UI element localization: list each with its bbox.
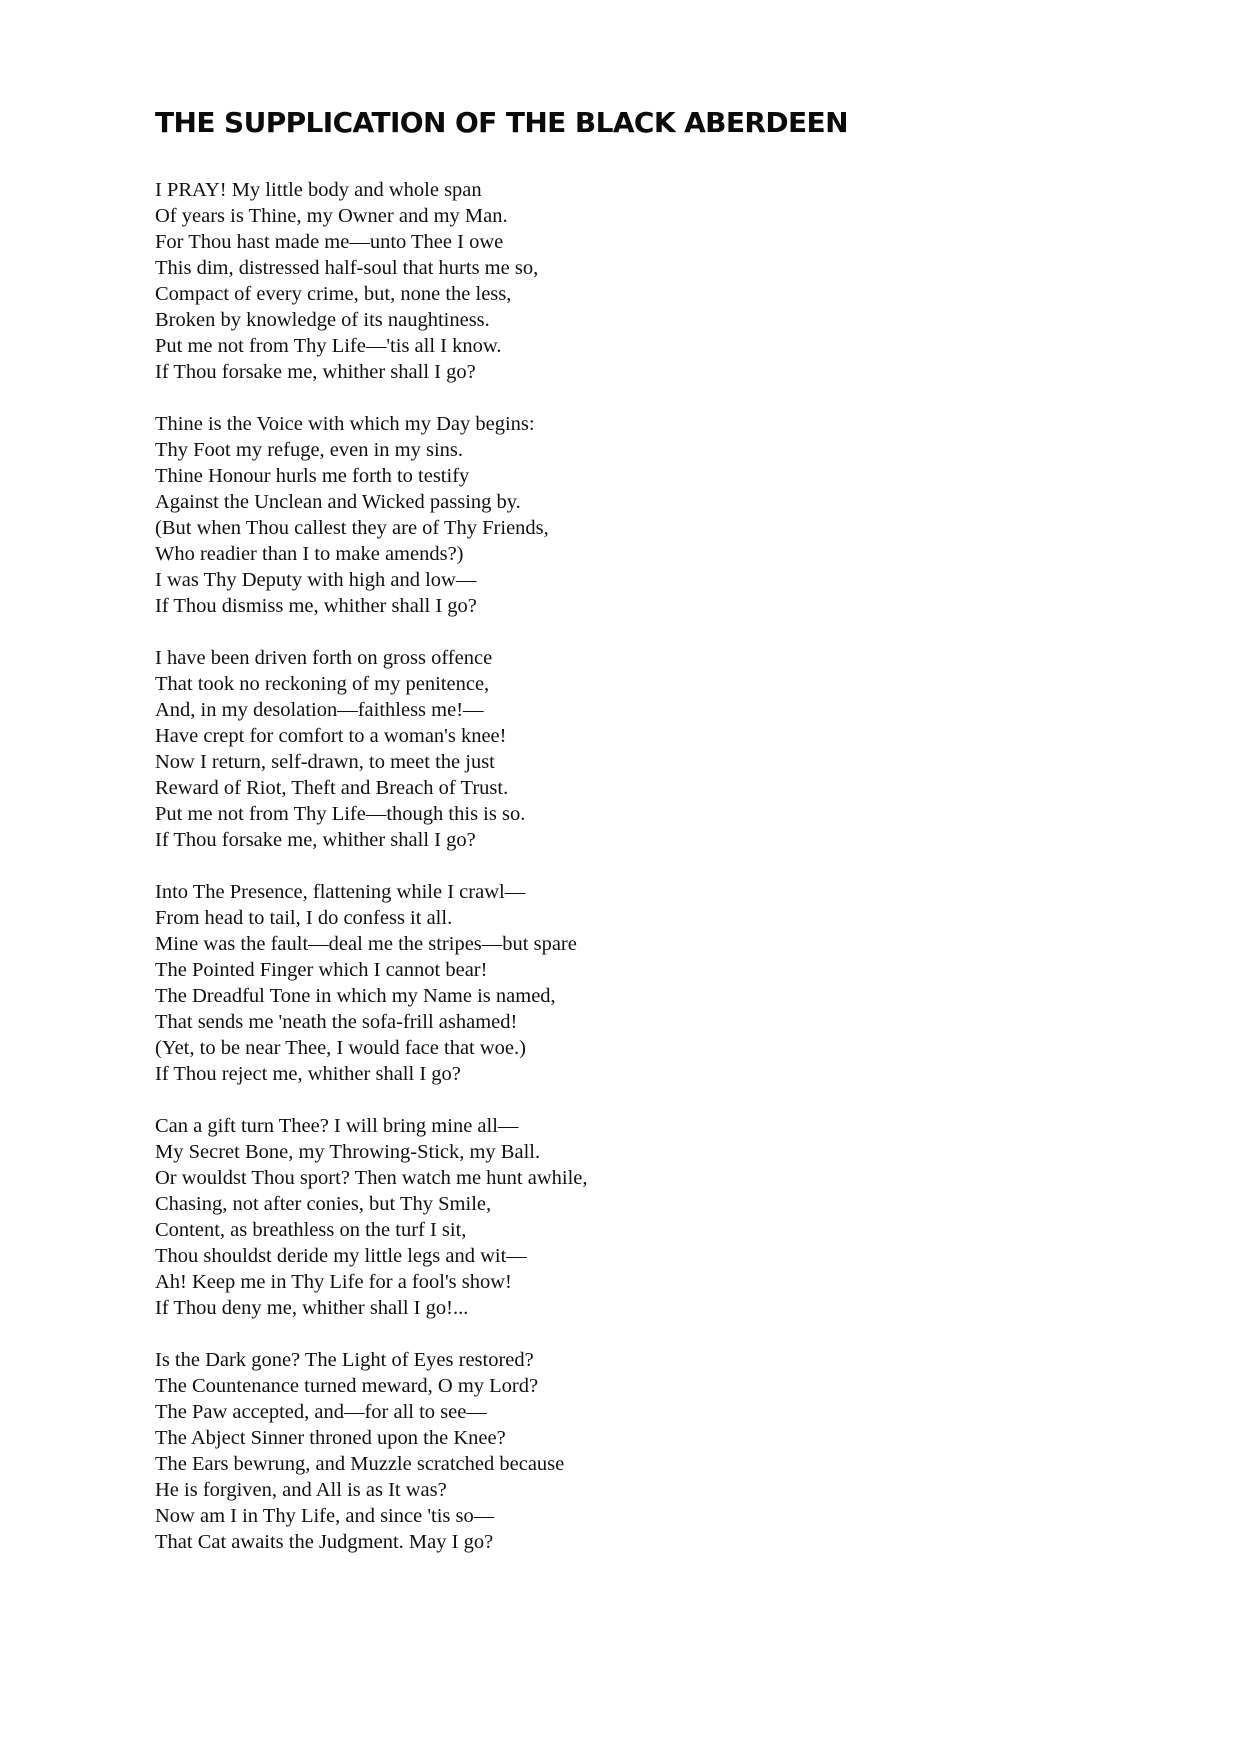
poem-line: Thine Honour hurls me forth to testify (155, 465, 470, 487)
poem-line: Mine was the fault—deal me the stripes—but spare (155, 933, 577, 955)
poem-line: Broken by knowledge of its naughtiness. (155, 309, 490, 331)
poem-line: Ah! Keep me in Thy Life for a fool's show! (155, 1271, 512, 1293)
poem-line: I was Thy Deputy with high and low— (155, 569, 477, 591)
poem-line: That sends me 'neath the sofa-frill ashamed! (155, 1011, 518, 1033)
poem-line: The Countenance turned meward, O my Lord? (155, 1375, 539, 1397)
poem-line: Now I return, self-drawn, to meet the just (155, 751, 495, 773)
poem-line: (Yet, to be near Thee, I would face that woe.) (155, 1037, 526, 1059)
poem-line: He is forgiven, and All is as It was? (155, 1479, 447, 1501)
poem-line: Thou shouldst deride my little legs and wit— (155, 1245, 527, 1267)
poem-line: Thy Foot my refuge, even in my sins. (155, 439, 464, 461)
poem-line: I have been driven forth on gross offence (155, 647, 493, 669)
stanza-1 (155, 177, 1055, 385)
poem-line: If Thou forsake me, whither shall I go? (155, 829, 476, 851)
stanza-4 (155, 879, 1055, 1087)
poem-line: Who readier than I to make amends?) (155, 543, 464, 565)
poem-line: If Thou forsake me, whither shall I go? (155, 361, 476, 383)
poem-line: Put me not from Thy Life—though this is so. (155, 803, 526, 825)
poem-line: If Thou deny me, whither shall I go!... (155, 1297, 469, 1319)
poem-line: The Ears bewrung, and Muzzle scratched because (155, 1453, 565, 1475)
poem-line: Now am I in Thy Life, and since 'tis so— (155, 1505, 495, 1527)
poem-line: Chasing, not after conies, but Thy Smile, (155, 1193, 492, 1215)
stanza-3 (155, 645, 1055, 853)
stanza-2 (155, 411, 1055, 619)
poem-title: THE SUPPLICATION OF THE BLACK ABERDEEN (155, 106, 848, 139)
poem-line: That Cat awaits the Judgment. May I go? (155, 1531, 494, 1553)
stanza-5 (155, 1113, 1055, 1321)
poem-line: Or wouldst Thou sport? Then watch me hunt awhile, (155, 1167, 588, 1189)
poem-line: Reward of Riot, Theft and Breach of Trust. (155, 777, 509, 799)
poem-line: The Paw accepted, and—for all to see— (155, 1401, 487, 1423)
poem-line: The Dreadful Tone in which my Name is named, (155, 985, 556, 1007)
poem-body (155, 177, 1055, 1581)
poem-line: Have crept for comfort to a woman's knee! (155, 725, 507, 747)
poem-line: Content, as breathless on the turf I sit, (155, 1219, 467, 1241)
stanza-6 (155, 1347, 1055, 1555)
poem-line: I PRAY! My little body and whole span (155, 179, 482, 201)
poem-line: That took no reckoning of my penitence, (155, 673, 490, 695)
poem-line: Can a gift turn Thee? I will bring mine all— (155, 1115, 519, 1137)
poem-line: Against the Unclean and Wicked passing by. (155, 491, 521, 513)
poem-line: And, in my desolation—faithless me!— (155, 699, 484, 721)
poem-line: My Secret Bone, my Throwing-Stick, my Ball. (155, 1141, 541, 1163)
poem-line: Put me not from Thy Life—'tis all I know. (155, 335, 502, 357)
poem-line: Compact of every crime, but, none the less, (155, 283, 512, 305)
poem-line: Thine is the Voice with which my Day begins: (155, 413, 535, 435)
poem-line: The Abject Sinner throned upon the Knee? (155, 1427, 506, 1449)
poem-line: (But when Thou callest they are of Thy Friends, (155, 517, 549, 539)
poem-line: From head to tail, I do confess it all. (155, 907, 453, 929)
poem-line: Into The Presence, flattening while I crawl— (155, 881, 526, 903)
poem-line: For Thou hast made me—unto Thee I owe (155, 231, 504, 253)
poem-line: If Thou reject me, whither shall I go? (155, 1063, 461, 1085)
poem-line: The Pointed Finger which I cannot bear! (155, 959, 488, 981)
poem-line: If Thou dismiss me, whither shall I go? (155, 595, 477, 617)
poem-line: Is the Dark gone? The Light of Eyes restored? (155, 1349, 534, 1371)
poem-line: This dim, distressed half-soul that hurts me so, (155, 257, 539, 279)
poem-line: Of years is Thine, my Owner and my Man. (155, 205, 508, 227)
